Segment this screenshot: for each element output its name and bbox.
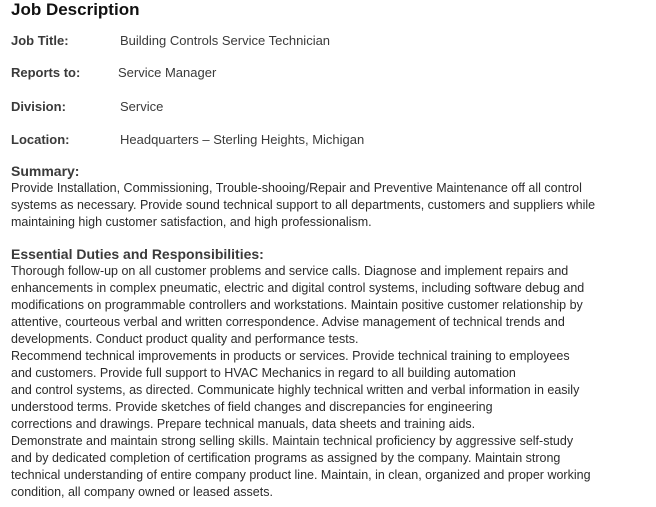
field-job-title [11, 32, 611, 50]
field-division [11, 98, 611, 116]
summary-line: Provide Installation, Commissioning, Trouble-shooing/Repair and Preventive Maintenance off all control [11, 181, 582, 195]
duties-line: understood terms. Provide sketches of field changes and discrepancies for engineering [11, 400, 493, 414]
field-value: Service [120, 99, 164, 114]
field-label: Location: [11, 132, 70, 147]
field-value: Building Controls Service Technician [120, 33, 331, 48]
page-title: Job Description [11, 0, 140, 19]
duties-line: developments. Conduct product quality and performance tests. [11, 332, 359, 346]
field-value: Headquarters – Sterling Heights, Michigan [120, 132, 365, 147]
field-value: Service Manager [118, 65, 217, 80]
duties-line: Recommend technical improvements in products or services. Provide technical training to employees [11, 349, 570, 363]
duties-line: and by dedicated completion of certification programs as assigned by the company. Maintain strong [11, 451, 561, 465]
duties-line: Demonstrate and maintain strong selling skills. Maintain technical proficiency by aggressive self-study [11, 434, 574, 448]
field-reports-to [11, 64, 611, 82]
duties-line: enhancements in complex pneumatic, electric and digital control systems, including software debug and [11, 281, 585, 295]
summary-heading: Summary: [11, 163, 80, 179]
duties-line: condition, all company owned or leased assets. [11, 485, 273, 499]
field-label: Division: [11, 99, 66, 114]
field-label: Job Title: [11, 33, 69, 48]
field-label: Reports to: [11, 65, 81, 80]
summary-line: systems as necessary. Provide sound technical support to all departments, customers and suppliers while [11, 198, 596, 212]
duties-line: and control systems, as directed. Communicate highly technical written and verbal information in easily [11, 383, 580, 397]
duties-line: attentive, courteous verbal and written correspondence. Advise management of technical trends and [11, 315, 565, 329]
duties-line: Thorough follow-up on all customer problems and service calls. Diagnose and implement repairs and [11, 264, 569, 278]
duties-line: modifications on programmable controllers and workstations. Maintain positive customer relationship by [11, 298, 583, 312]
summary-line: maintaining high customer satisfaction, and high professionalism. [11, 215, 372, 229]
field-location [11, 131, 611, 149]
duties-line: technical understanding of entire company product line. Maintain, in clean, organized and proper working [11, 468, 591, 482]
duties-line: and customers. Provide full support to HVAC Mechanics in regard to all building automation [11, 366, 516, 380]
duties-heading: Essential Duties and Responsibilities: [11, 246, 264, 262]
duties-line: corrections and drawings. Prepare technical manuals, data sheets and training aids. [11, 417, 476, 431]
